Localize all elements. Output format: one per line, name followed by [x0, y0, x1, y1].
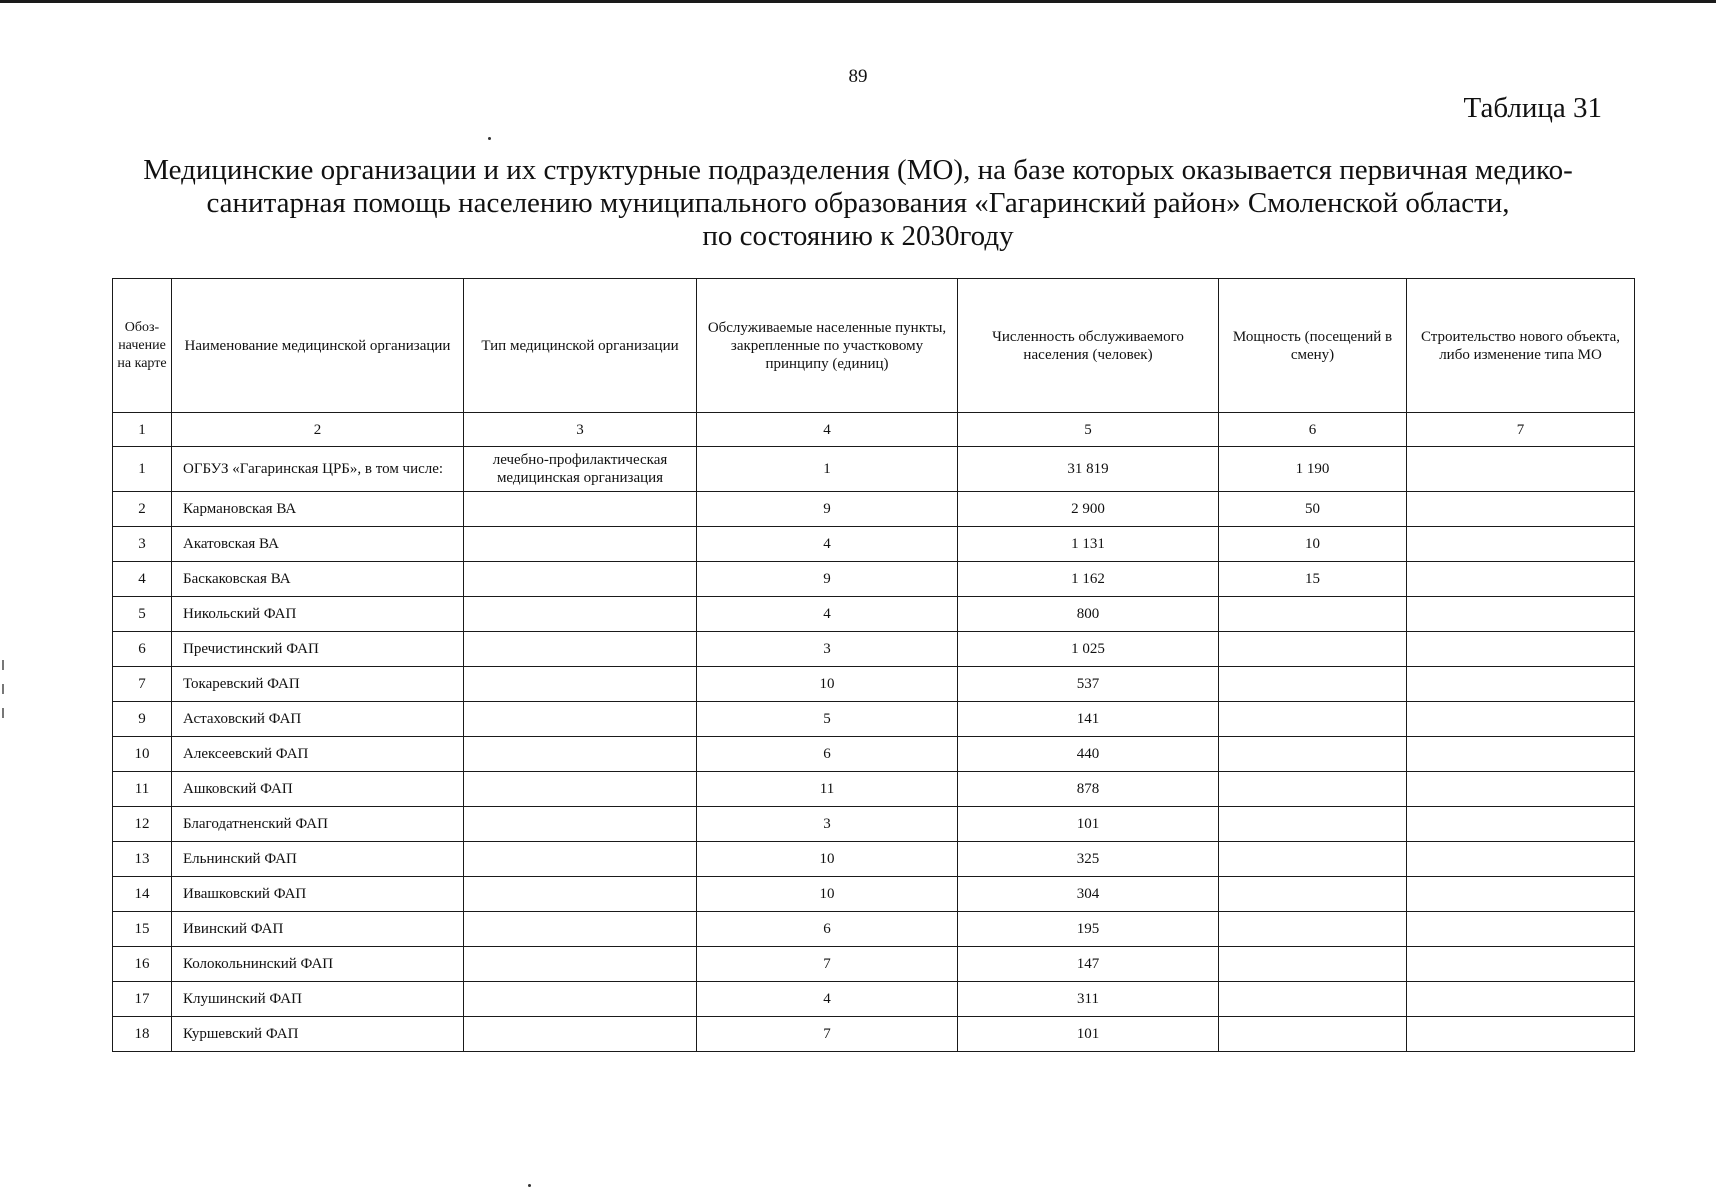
- binding-mark: [2, 684, 4, 694]
- cell-organization-name: Ашковский ФАП: [172, 772, 464, 807]
- header-capacity: Мощность (посещений в смену): [1219, 279, 1407, 413]
- cell-capacity: [1219, 947, 1407, 982]
- cell-served-population: 440: [958, 737, 1219, 772]
- cell-organization-name: Куршевский ФАП: [172, 1017, 464, 1052]
- cell-served-settlements: 7: [697, 1017, 958, 1052]
- cell-organization-type: лечебно-профилактическая медицинская организация: [464, 447, 697, 492]
- cell-served-population: 195: [958, 912, 1219, 947]
- cell-served-settlements: 3: [697, 632, 958, 667]
- cell-construction: [1407, 877, 1635, 912]
- cell-organization-type: [464, 737, 697, 772]
- title-line: по состоянию к 2030году: [702, 220, 1014, 252]
- cell-capacity: 50: [1219, 492, 1407, 527]
- cell-organization-name: Астаховский ФАП: [172, 702, 464, 737]
- cell-construction: [1407, 632, 1635, 667]
- cell-organization-type: [464, 772, 697, 807]
- table-row: [113, 447, 1635, 492]
- table-row: [113, 702, 1635, 737]
- cell-map-designation: 11: [113, 772, 172, 807]
- cell-served-population: 537: [958, 667, 1219, 702]
- cell-map-designation: 13: [113, 842, 172, 877]
- binding-mark: [2, 660, 4, 670]
- table-row: [113, 562, 1635, 597]
- header-organization-type: Тип медицинской организации: [464, 279, 697, 413]
- cell-served-settlements: 9: [697, 562, 958, 597]
- top-border-line: [0, 0, 1716, 3]
- scan-speck: [488, 137, 491, 140]
- cell-served-settlements: 4: [697, 597, 958, 632]
- header-row: [113, 279, 1635, 413]
- cell-served-settlements: 9: [697, 492, 958, 527]
- table-row: [113, 947, 1635, 982]
- cell-map-designation: 6: [113, 632, 172, 667]
- cell-organization-type: [464, 527, 697, 562]
- table-row: [113, 807, 1635, 842]
- cell-capacity: [1219, 667, 1407, 702]
- cell-organization-type: [464, 702, 697, 737]
- column-number: 6: [1219, 413, 1407, 447]
- cell-map-designation: 7: [113, 667, 172, 702]
- cell-map-designation: 9: [113, 702, 172, 737]
- cell-served-settlements: 10: [697, 667, 958, 702]
- cell-capacity: 15: [1219, 562, 1407, 597]
- cell-construction: [1407, 982, 1635, 1017]
- table-row: [113, 877, 1635, 912]
- cell-served-settlements: 4: [697, 527, 958, 562]
- cell-capacity: [1219, 702, 1407, 737]
- cell-map-designation: 17: [113, 982, 172, 1017]
- header-served-settlements: Обслуживаемые населенные пункты, закрепленные по участковому принципу (единиц): [697, 279, 958, 413]
- cell-served-settlements: 6: [697, 912, 958, 947]
- header-served-population: Численность обслуживаемого населения (человек): [958, 279, 1219, 413]
- header-construction: Строительство нового объекта, либо изменение типа МО: [1407, 279, 1635, 413]
- cell-served-population: 101: [958, 807, 1219, 842]
- column-number: 4: [697, 413, 958, 447]
- cell-capacity: [1219, 877, 1407, 912]
- cell-organization-type: [464, 912, 697, 947]
- cell-served-settlements: 11: [697, 772, 958, 807]
- cell-organization-type: [464, 562, 697, 597]
- cell-organization-name: Алексеевский ФАП: [172, 737, 464, 772]
- cell-construction: [1407, 947, 1635, 982]
- cell-capacity: [1219, 632, 1407, 667]
- cell-construction: [1407, 842, 1635, 877]
- cell-organization-type: [464, 632, 697, 667]
- table-row: [113, 667, 1635, 702]
- cell-map-designation: 3: [113, 527, 172, 562]
- cell-construction: [1407, 667, 1635, 702]
- cell-map-designation: 2: [113, 492, 172, 527]
- cell-served-settlements: 4: [697, 982, 958, 1017]
- cell-organization-name: ОГБУЗ «Гагаринская ЦРБ», в том числе:: [172, 447, 464, 492]
- cell-capacity: [1219, 597, 1407, 632]
- table-row: [113, 842, 1635, 877]
- cell-served-population: 1 162: [958, 562, 1219, 597]
- cell-capacity: [1219, 1017, 1407, 1052]
- binding-mark: [2, 708, 4, 718]
- cell-served-settlements: 10: [697, 842, 958, 877]
- table-row: [113, 527, 1635, 562]
- cell-map-designation: 5: [113, 597, 172, 632]
- cell-served-population: 800: [958, 597, 1219, 632]
- binding-marks: [2, 660, 4, 732]
- cell-capacity: [1219, 842, 1407, 877]
- cell-served-population: 1 131: [958, 527, 1219, 562]
- cell-organization-type: [464, 947, 697, 982]
- cell-served-population: 1 025: [958, 632, 1219, 667]
- cell-served-population: 2 900: [958, 492, 1219, 527]
- cell-map-designation: 16: [113, 947, 172, 982]
- cell-served-population: 31 819: [958, 447, 1219, 492]
- cell-construction: [1407, 527, 1635, 562]
- title-line: санитарная помощь населению муниципального образования «Гагаринский район» Смоленской области,: [206, 187, 1510, 219]
- cell-map-designation: 14: [113, 877, 172, 912]
- cell-organization-name: Ельнинский ФАП: [172, 842, 464, 877]
- cell-served-population: 878: [958, 772, 1219, 807]
- cell-construction: [1407, 737, 1635, 772]
- cell-served-settlements: 5: [697, 702, 958, 737]
- cell-served-population: 147: [958, 947, 1219, 982]
- page-number: 89: [848, 66, 868, 87]
- header-map-designation: Обоз-начение на карте: [113, 279, 172, 413]
- cell-capacity: [1219, 737, 1407, 772]
- cell-organization-type: [464, 667, 697, 702]
- table-row: [113, 912, 1635, 947]
- cell-served-population: 311: [958, 982, 1219, 1017]
- table-row: [113, 597, 1635, 632]
- header-organization-name: Наименование медицинской организации: [172, 279, 464, 413]
- cell-capacity: [1219, 772, 1407, 807]
- cell-map-designation: 1: [113, 447, 172, 492]
- cell-construction: [1407, 807, 1635, 842]
- cell-organization-name: Кармановская ВА: [172, 492, 464, 527]
- cell-served-population: 101: [958, 1017, 1219, 1052]
- cell-organization-type: [464, 597, 697, 632]
- cell-construction: [1407, 912, 1635, 947]
- column-number: 1: [113, 413, 172, 447]
- column-number: 3: [464, 413, 697, 447]
- table-caption: Таблица 31: [1463, 92, 1602, 124]
- cell-organization-name: Ивашковский ФАП: [172, 877, 464, 912]
- column-number-row: [113, 413, 1635, 447]
- cell-map-designation: 18: [113, 1017, 172, 1052]
- cell-served-population: 141: [958, 702, 1219, 737]
- cell-capacity: 10: [1219, 527, 1407, 562]
- cell-organization-name: Никольский ФАП: [172, 597, 464, 632]
- document-title: [110, 154, 1606, 253]
- cell-served-settlements: 10: [697, 877, 958, 912]
- cell-organization-name: Колокольнинский ФАП: [172, 947, 464, 982]
- cell-map-designation: 15: [113, 912, 172, 947]
- medical-organizations-table: [112, 278, 1635, 1052]
- cell-construction: [1407, 447, 1635, 492]
- table-row: [113, 1017, 1635, 1052]
- cell-organization-name: Благодатненский ФАП: [172, 807, 464, 842]
- cell-organization-type: [464, 492, 697, 527]
- cell-served-settlements: 6: [697, 737, 958, 772]
- table-row: [113, 772, 1635, 807]
- cell-capacity: [1219, 982, 1407, 1017]
- cell-served-settlements: 3: [697, 807, 958, 842]
- cell-map-designation: 10: [113, 737, 172, 772]
- cell-construction: [1407, 772, 1635, 807]
- cell-organization-name: Ивинский ФАП: [172, 912, 464, 947]
- cell-construction: [1407, 492, 1635, 527]
- cell-organization-type: [464, 1017, 697, 1052]
- cell-construction: [1407, 562, 1635, 597]
- cell-served-population: 304: [958, 877, 1219, 912]
- cell-construction: [1407, 597, 1635, 632]
- cell-capacity: 1 190: [1219, 447, 1407, 492]
- cell-organization-type: [464, 982, 697, 1017]
- cell-map-designation: 12: [113, 807, 172, 842]
- cell-organization-name: Токаревский ФАП: [172, 667, 464, 702]
- cell-organization-type: [464, 807, 697, 842]
- table-body: [113, 447, 1635, 1052]
- cell-organization-name: Акатовская ВА: [172, 527, 464, 562]
- table-row: [113, 492, 1635, 527]
- title-line: Медицинские организации и их структурные подразделения (МО), на базе которых оказывается первичная медико-: [143, 154, 1573, 186]
- column-number: 2: [172, 413, 464, 447]
- table-row: [113, 632, 1635, 667]
- cell-organization-name: Баскаковская ВА: [172, 562, 464, 597]
- cell-construction: [1407, 702, 1635, 737]
- cell-organization-name: Пречистинский ФАП: [172, 632, 464, 667]
- cell-construction: [1407, 1017, 1635, 1052]
- cell-served-population: 325: [958, 842, 1219, 877]
- cell-capacity: [1219, 807, 1407, 842]
- table-row: [113, 982, 1635, 1017]
- cell-served-settlements: 7: [697, 947, 958, 982]
- cell-organization-type: [464, 842, 697, 877]
- cell-served-settlements: 1: [697, 447, 958, 492]
- cell-map-designation: 4: [113, 562, 172, 597]
- cell-organization-name: Клушинский ФАП: [172, 982, 464, 1017]
- scan-speck: [528, 1184, 531, 1187]
- cell-capacity: [1219, 912, 1407, 947]
- column-number: 7: [1407, 413, 1635, 447]
- table-row: [113, 737, 1635, 772]
- cell-organization-type: [464, 877, 697, 912]
- column-number: 5: [958, 413, 1219, 447]
